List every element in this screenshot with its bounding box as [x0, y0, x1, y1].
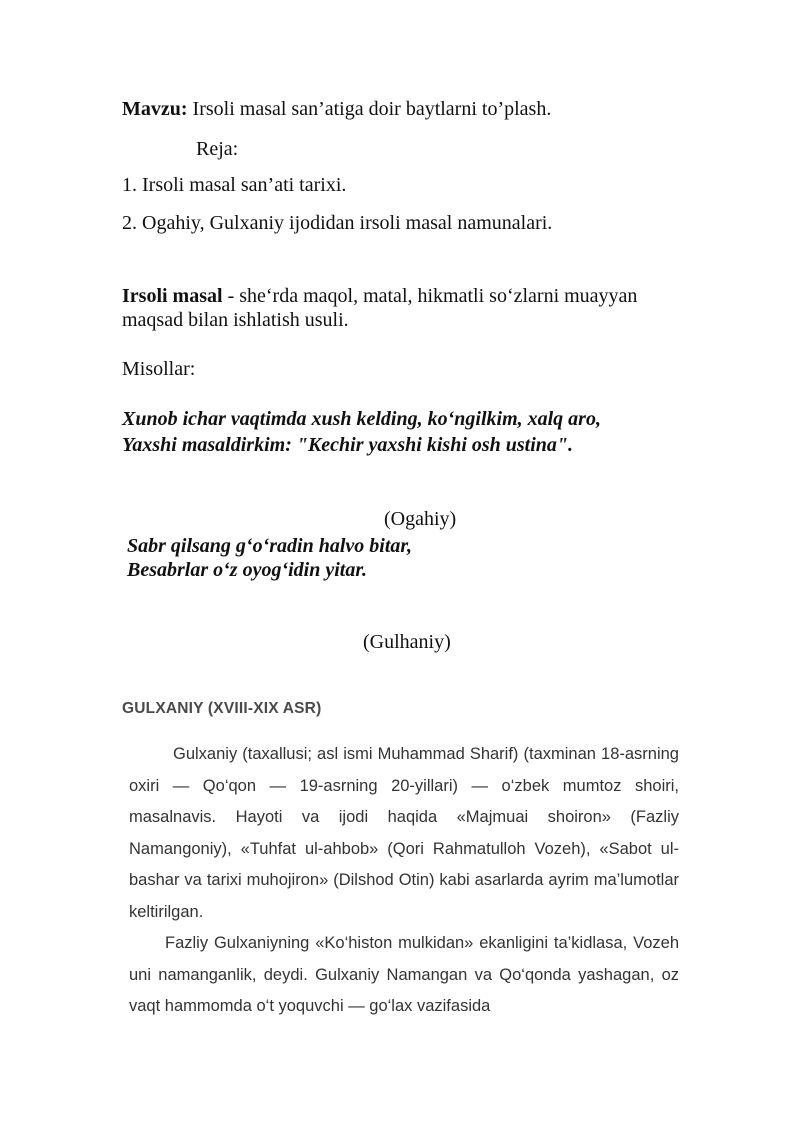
definition-term: Irsoli masal	[122, 285, 223, 307]
topic-label: Mavzu:	[122, 98, 188, 120]
verse-2-author: (Gulhaniy)	[363, 631, 451, 653]
verse-2-line-2: Besabrlar o‘z oyog‘idin yitar.	[127, 559, 368, 581]
plan-item-1: 1. Irsoli masal san’ati tarixi.	[122, 174, 347, 196]
topic-line	[122, 97, 551, 121]
bio-paragraph-2: Fazliy Gulxaniyning «Ko‘histon mulkidan» ekanligini ta’kidlasa, Vozeh uni namanganlik, deydi. Gulxaniy Namangan va Qo‘qonda yashagan, oz vaqt hammomda o‘t yoquvchi — go‘lax vazifasida	[129, 934, 679, 1015]
section-heading: GULXANIY (XVIII-XIX ASR)	[122, 700, 322, 717]
plan-item-2: 2. Ogahiy, Gulxaniy ijodidan irsoli masal namunalari.	[122, 212, 553, 234]
plan-title: Reja:	[196, 138, 239, 160]
verse-2-line-1: Sabr qilsang g‘o‘radin halvo bitar,	[127, 535, 413, 557]
definition-paragraph	[122, 284, 692, 332]
bio-text	[129, 739, 679, 1023]
examples-label: Misollar:	[122, 358, 196, 380]
verse-1-author: (Ogahiy)	[384, 508, 457, 530]
definition-text: - she‘rda maqol, matal, hikmatli so‘zlarni muayyan maqsad bilan ishlatish usuli.	[122, 285, 638, 331]
topic-text: Irsoli masal san’atiga doir baytlarni to’plash.	[187, 98, 552, 120]
verse-1-line-1: Xunob ichar vaqtimda xush kelding, ko‘ngilkim, xalq aro,	[122, 408, 601, 430]
verse-1-line-2: Yaxshi masaldirkim: "Kechir yaxshi kishi osh ustina".	[122, 434, 574, 456]
bio-paragraph-1: Gulxaniy (taxallusi; asl ismi Muhammad Sharif) (taxminan 18-asrning oxiri — Qo‘qon — 19-asrning 20-yillari) — o‘zbek mumtoz shoiri, masalnavis. Hayoti va ijodi haqida «Majmuai shoiron» (Fazliy Namangoniy), «Tuhfat ul-ahbob» (Qori Rahmatulloh Vozeh), «Sabot ul-bashar va tarixi muhojiron» (Dilshod Otin) kabi asarlarda ayrim ma’lumotlar keltirilgan.	[129, 745, 679, 921]
